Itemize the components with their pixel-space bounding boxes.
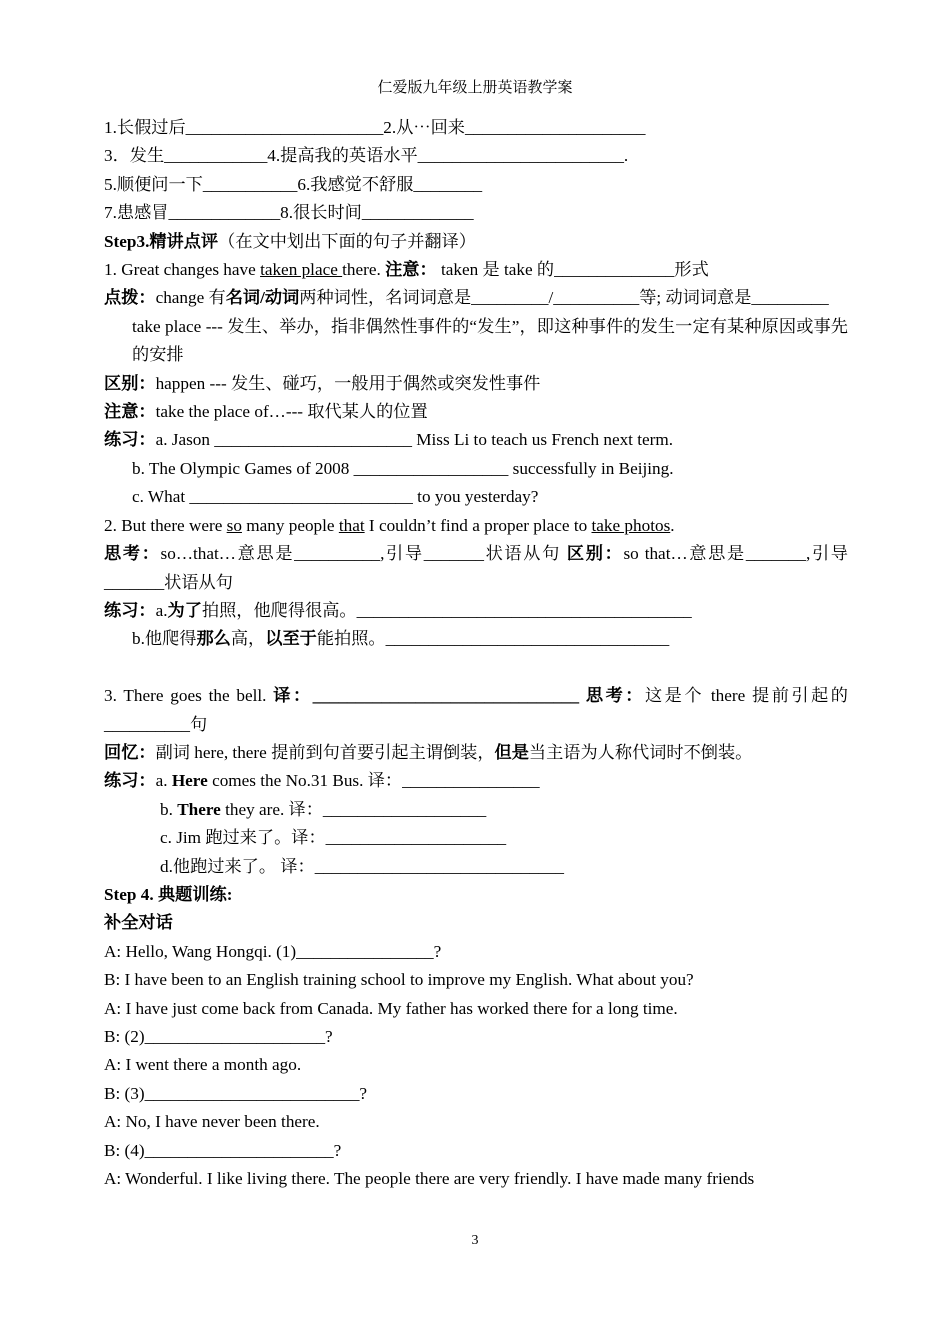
- exercise-3b-pre: b.: [160, 799, 178, 819]
- tip-text-a: change 有: [155, 288, 226, 308]
- recall-text-a: 副词 here, there 提前到句首要引起主谓倒装，: [155, 742, 495, 762]
- difference-line: [104, 370, 848, 398]
- exercise-3b: [104, 796, 848, 824]
- sentence-2: [104, 512, 848, 540]
- exercise-1a-text: a. Jason _______________________ Miss Li to teach us French next term.: [155, 430, 674, 450]
- translate-label: 译：: [273, 686, 313, 706]
- recall-line: [104, 739, 848, 767]
- exercise-1b: b. The Olympic Games of 2008 __________________ successfully in Beijing.: [132, 458, 674, 478]
- difference-label: 区别：: [104, 373, 156, 393]
- exercise-3a-post: comes the No.31 Bus. 译：________________: [207, 771, 540, 791]
- dialog-line: A: I have just come back from Canada. My father has worked there for a long time.: [104, 998, 678, 1018]
- tip-paragraph: [104, 284, 848, 312]
- page-number: 3: [471, 1233, 479, 1248]
- think-paragraph: [104, 540, 848, 597]
- note-label: 注意：: [385, 260, 437, 280]
- tip-bold: 名词/动词: [225, 288, 300, 308]
- sentence-2-underlined-so: so: [226, 515, 242, 535]
- vocab-line-4: 7.患感冒_____________8.很长时间_____________: [104, 203, 474, 223]
- step3-note: （在文中划出下面的句子并翻译）: [218, 231, 476, 251]
- spacer: [104, 654, 848, 682]
- think-difference-label: 区别：: [566, 544, 624, 564]
- attention-line: [104, 398, 848, 426]
- page-header: 仁爱版九年级上册英语教学案: [377, 80, 573, 96]
- vocab-line-2: 3．发生____________4.提高我的英语水平________________________.: [104, 146, 629, 166]
- dialog-line: A: Wonderful. I like living there. The people there are very friendly. I have made many friends: [104, 1169, 755, 1189]
- sentence-1-underlined: taken place: [260, 260, 343, 280]
- sentence-3: [104, 682, 848, 739]
- tip-text-b: 两种词性，名词词意是_________/__________等; 动词词意是_________: [299, 288, 829, 308]
- exercise-1a: [104, 426, 848, 454]
- translate-blank: _______________________________: [312, 686, 580, 706]
- sentence-2-part: .: [670, 515, 675, 535]
- vocab-line-3: 5.顺便问一下___________6.我感觉不舒服________: [104, 174, 483, 194]
- exercise-3a: [104, 767, 848, 795]
- exercise-2b-mid: 高，: [230, 629, 266, 649]
- exercise-2b-post: 能拍照。_________________________________: [316, 629, 670, 649]
- dialog-line: B: (2)_____________________?: [104, 1026, 333, 1046]
- sentence-1-text: 1. Great changes have: [104, 260, 261, 280]
- recall-bold: 但是: [494, 742, 529, 762]
- exercise-1c: c. What __________________________ to you yesterday?: [132, 487, 539, 507]
- think-text-a: so…that…意思是__________,引导_______状语从句: [160, 544, 567, 564]
- difference-text: happen --- 发生、碰巧，一般用于偶然或突发性事件: [155, 373, 541, 393]
- exercise-3b-post: they are. 译：___________________: [220, 799, 487, 819]
- exercise-3c: c. Jim 跑过来了。译：_____________________: [160, 828, 507, 848]
- sentence-1: [104, 256, 848, 284]
- think-label: 思考：: [579, 686, 645, 706]
- attention-label: 注意：: [104, 402, 156, 422]
- take-place-explanation: take place --- 发生、举办，指非偶然性事件的“发生”，即这种事件的发生一定有某种原因或事先的安排: [132, 316, 848, 365]
- exercise-2a-post: 拍照，他爬得很高。_______________________________________: [201, 600, 692, 620]
- attention-text: take the place of…--- 取代某人的位置: [155, 402, 428, 422]
- sentence-2-part: many people: [241, 515, 339, 535]
- note-text: taken 是 take 的______________形式: [436, 260, 709, 280]
- tip-label: 点拨：: [104, 288, 156, 308]
- exercise-label: 练习：: [104, 771, 156, 791]
- worksheet-body: [104, 114, 848, 1193]
- sentence-3-think-text: 这是个 there 提前引起的__________句: [104, 686, 848, 734]
- step3-heading: [104, 228, 848, 256]
- exercise-2b-pre: b.他爬得: [132, 629, 197, 649]
- exercise-3a-bold: Here: [171, 771, 208, 791]
- sentence-2-underlined-that: that: [338, 515, 365, 535]
- recall-label: 回忆：: [104, 742, 156, 762]
- dialog-line: A: I went there a month ago.: [104, 1055, 302, 1075]
- exercise-2b: [104, 625, 848, 653]
- exercise-2b-bold-1: 那么: [196, 629, 231, 649]
- sentence-2-part: 2. But there were: [104, 515, 227, 535]
- sentence-2-part: I couldn’t find a proper place to: [364, 515, 592, 535]
- dialog-line: B: (4)______________________?: [104, 1140, 342, 1160]
- think-text-b: so that…意思是_______,引导_______状语从句: [104, 544, 848, 592]
- exercise-2a: [104, 597, 848, 625]
- exercise-2a-bold: 为了: [167, 600, 202, 620]
- dialog-line: B: I have been to an English training school to improve my English. What about you?: [104, 970, 694, 990]
- recall-text-b: 当主语为人称代词时不倒装。: [528, 742, 753, 762]
- dialog-line: A: Hello, Wang Hongqi. (1)________________?: [104, 941, 442, 961]
- sentence-2-underlined-take-photos: take photos: [591, 515, 671, 535]
- dialog-line: B: (3)_________________________?: [104, 1083, 368, 1103]
- exercise-3d: d.他跑过来了。 译：_____________________________: [160, 856, 564, 876]
- step3-title: Step3.精讲点评: [104, 231, 219, 251]
- step4-title: Step 4. 典题训练:: [104, 884, 233, 904]
- exercise-2b-bold-2: 以至于: [265, 629, 317, 649]
- sentence-3-text: 3. There goes the bell.: [104, 686, 274, 706]
- dialog-line: A: No, I have never been there.: [104, 1112, 320, 1132]
- exercise-3b-bold: There: [177, 799, 221, 819]
- exercise-3a-pre: a.: [155, 771, 172, 791]
- step4-subtitle: 补全对话: [104, 913, 173, 933]
- think-label: 思考：: [104, 544, 161, 564]
- sentence-1-text-end: there.: [342, 260, 386, 280]
- vocab-line-1: 1.长假过后_______________________2.从⋯回来_____________________: [104, 118, 646, 137]
- exercise-label: 练习：: [104, 600, 156, 620]
- exercise-2a-pre: a.: [155, 600, 168, 620]
- exercise-label: 练习：: [104, 430, 156, 450]
